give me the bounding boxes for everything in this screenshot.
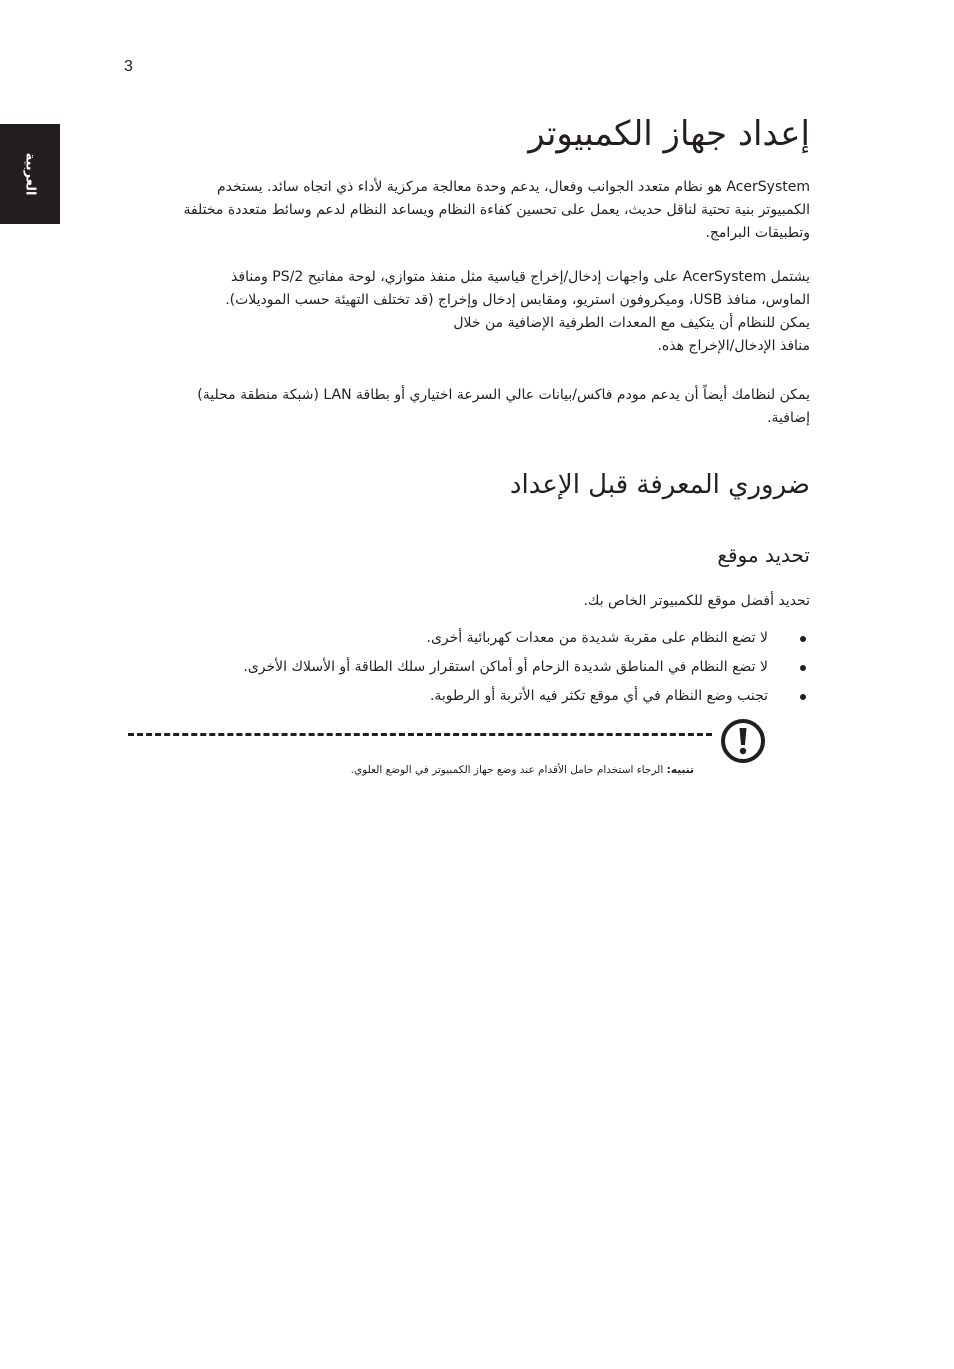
interfaces-paragraph (128, 266, 810, 358)
location-bullet-list (128, 624, 810, 711)
intro-line: AcerSystem هو نظام متعدد الجوانب وفعال، يدعم وحدة معالجة مركزية لأداء ذي اتجاه سائد. يستخدم (216, 179, 810, 195)
subsection-heading: تحديد موقع (717, 543, 810, 567)
interfaces-line: منافذ الإدخال/الإخراج هذه. (657, 338, 810, 354)
modem-line: يمكن لنظامك أيضاً أن يدعم مودم فاكس/بيانات عالي السرعة اختياري أو بطاقة LAN (شبكة منطقة محلية) (197, 387, 810, 403)
caution-divider (128, 733, 712, 736)
section-heading: ضروري المعرفة قبل الإعداد (509, 470, 810, 500)
interfaces-line: يمكن للنظام أن يتكيف مع المعدات الطرفية الإضافية من خلال (453, 315, 810, 331)
list-item-text: لا تضع النظام على مقربة شديدة من معدات كهربائية أخرى. (426, 630, 768, 646)
list-item (128, 682, 810, 711)
page-title: إعداد جهاز الكمبيوتر (528, 114, 810, 154)
location-intro-line: تحديد أفضل موقع للكمبيوتر الخاص بك. (583, 593, 810, 609)
intro-line: الكمبيوتر بنية تحتية لناقل حديث، يعمل على تحسين كفاءة النظام ويساعد النظام لدعم وسائط متعددة مختلفة (183, 202, 810, 218)
caution-exclamation-icon (720, 718, 766, 764)
caution-text: الرجاء استخدام حامل الأقدام عند وضع جهاز الكمبيوتر في الوضع العلوي. (350, 764, 667, 776)
caution-label: تنبيه: (666, 764, 694, 776)
location-intro (128, 590, 810, 613)
bullet-icon (800, 636, 806, 642)
bullet-icon (800, 665, 806, 671)
intro-line: وتطبيقات البرامج. (705, 225, 810, 241)
caution-note (351, 764, 694, 776)
list-item (128, 624, 810, 653)
language-tab-label: العربية (22, 152, 38, 196)
interfaces-line: يشتمل AcerSystem على واجهات إدخال/إخراج قياسية مثل منفذ متوازي، لوحة مفاتيح PS/2 ومنافذ (231, 269, 810, 285)
modem-paragraph (128, 384, 810, 430)
list-item-text: تجنب وضع النظام في أي موقع تكثر فيه الأتربة أو الرطوبة. (429, 688, 768, 704)
list-item-text: لا تضع النظام في المناطق شديدة الزحام أو أماكن استقرار سلك الطاقة أو الأسلاك الأخرى. (243, 659, 768, 675)
page-number: 3 (124, 58, 133, 75)
bullet-icon (800, 694, 806, 700)
list-item (128, 653, 810, 682)
interfaces-line: الماوس، منافذ USB، وميكروفون استريو، ومقابس إدخال وإخراج (قد تختلف التهيئة حسب الموديلات). (225, 292, 810, 308)
intro-paragraph (128, 176, 810, 245)
language-side-tab (0, 124, 60, 224)
modem-line: إضافية. (767, 410, 810, 426)
